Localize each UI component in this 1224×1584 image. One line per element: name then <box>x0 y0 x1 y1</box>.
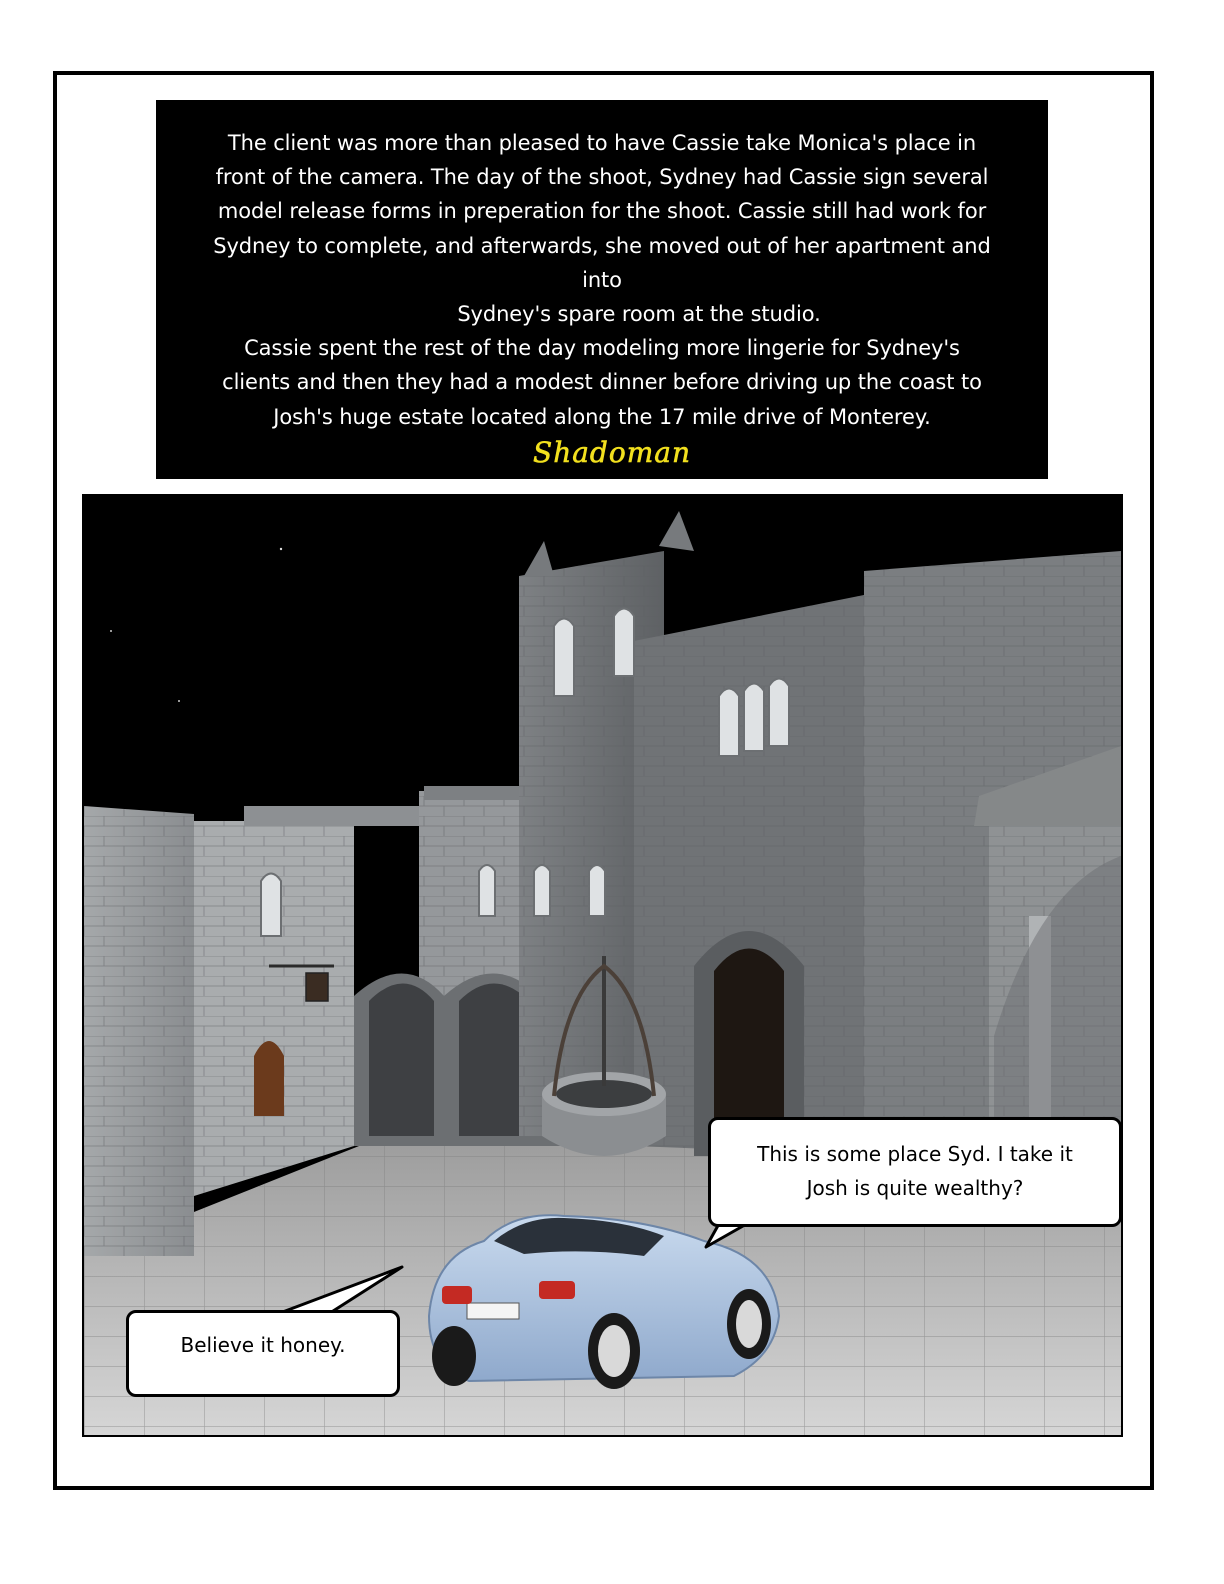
caption-line: Josh's huge estate located along the 17 mile drive of Monterey. <box>273 404 931 429</box>
artist-signature-logo <box>0 435 1224 475</box>
bubble-text-line: Josh is quite wealthy? <box>806 1176 1024 1200</box>
svg-text:Shadoman: Shadoman <box>533 436 691 469</box>
caption-line: Sydney's spare room at the studio. <box>457 302 821 327</box>
speech-bubble-sydney-question <box>708 1117 1122 1227</box>
caption-line: clients and then they had a modest dinner before driving up the coast to <box>222 370 982 395</box>
narration-caption-box <box>156 100 1048 479</box>
caption-line: front of the camera. The day of the shoot, Sydney had Cassie sign several <box>215 165 989 190</box>
caption-line: model release forms in preperation for the shoot. Cassie still had work for <box>217 199 987 224</box>
caption-line: Sydney to complete, and afterwards, she moved out of her apartment and <box>213 233 991 258</box>
bubble-text-line: This is some place Syd. I take it <box>757 1142 1073 1166</box>
caption-line: The client was more than pleased to have Cassie take Monica's place in <box>227 131 977 155</box>
bubble-text-line: Believe it honey. <box>180 1333 346 1357</box>
comic-panel <box>82 494 1123 1437</box>
caption-line: into <box>582 267 622 292</box>
caption-line: Cassie spent the rest of the day modeling more lingerie for Sydney's <box>244 336 960 361</box>
speech-bubble-reply <box>126 1310 400 1397</box>
castle-courtyard-scene <box>84 496 1121 1435</box>
